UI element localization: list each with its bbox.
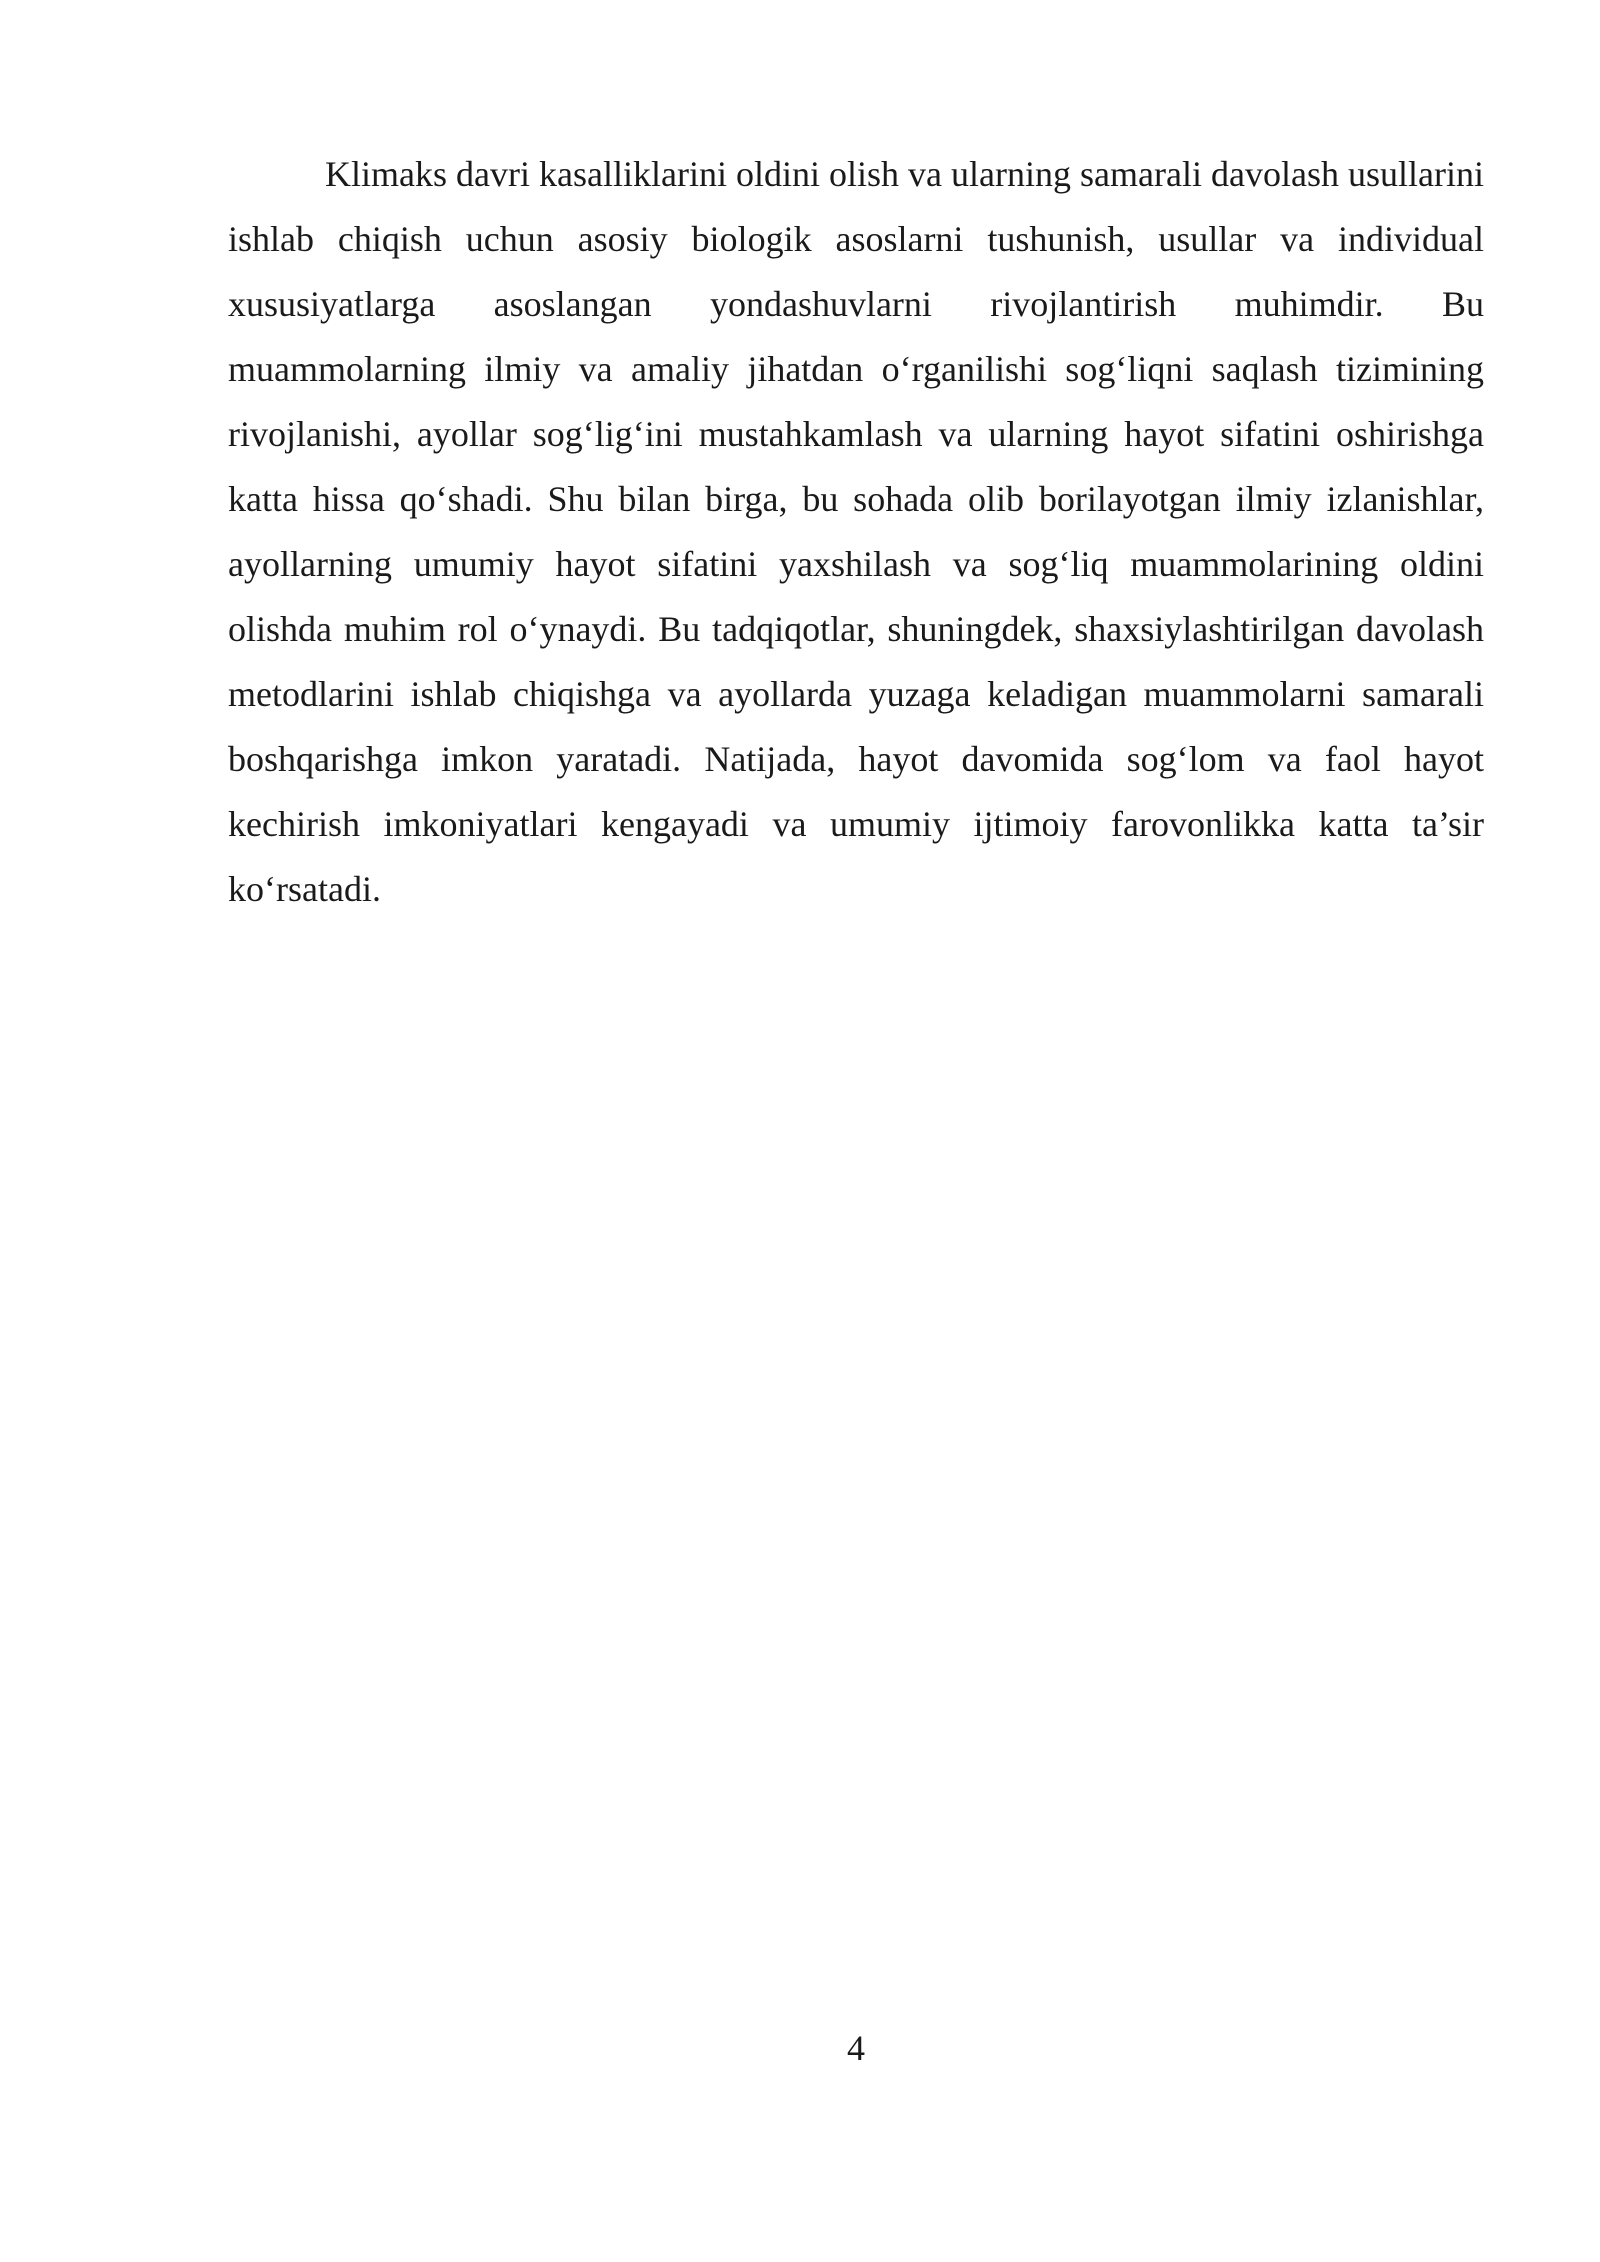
page-number: 4 bbox=[847, 2028, 865, 2068]
body-paragraph: Klimaks davri kasalliklarini oldini olish va ularning samarali davolash usullarini ishlab chiqish uchun asosiy biologik asoslarni tushunish, usullar va individual xususiyatlarga asoslangan yondashuvlarni rivojlantirish muhimdir. Bu muammolarning ilmiy va amaliy jihatdan o‘rganilishi sog‘liqni saqlash tizimining rivojlanishi, ayollar sog‘lig‘ini mustahkamlash va ularning hayot sifatini oshirishga katta hissa qo‘shadi. Shu bilan birga, bu sohada olib borilayotgan ilmiy izlanishlar, ayollarning umumiy hayot sifatini yaxshilash va sog‘liq muammolarining oldini olishda muhim rol o‘ynaydi. Bu tadqiqotlar, shuningdek, shaxsiylashtirilgan davolash metodlarini ishlab chiqishga va ayollarda yuzaga keladigan muammolarni samarali boshqarishga imkon yaratadi. Natijada, hayot davomida sog‘lom va faol hayot kechirish imkoniyatlari kengayadi va umumiy ijtimoiy farovonlikka katta ta’sir ko‘rsatadi. bbox=[228, 154, 1484, 909]
